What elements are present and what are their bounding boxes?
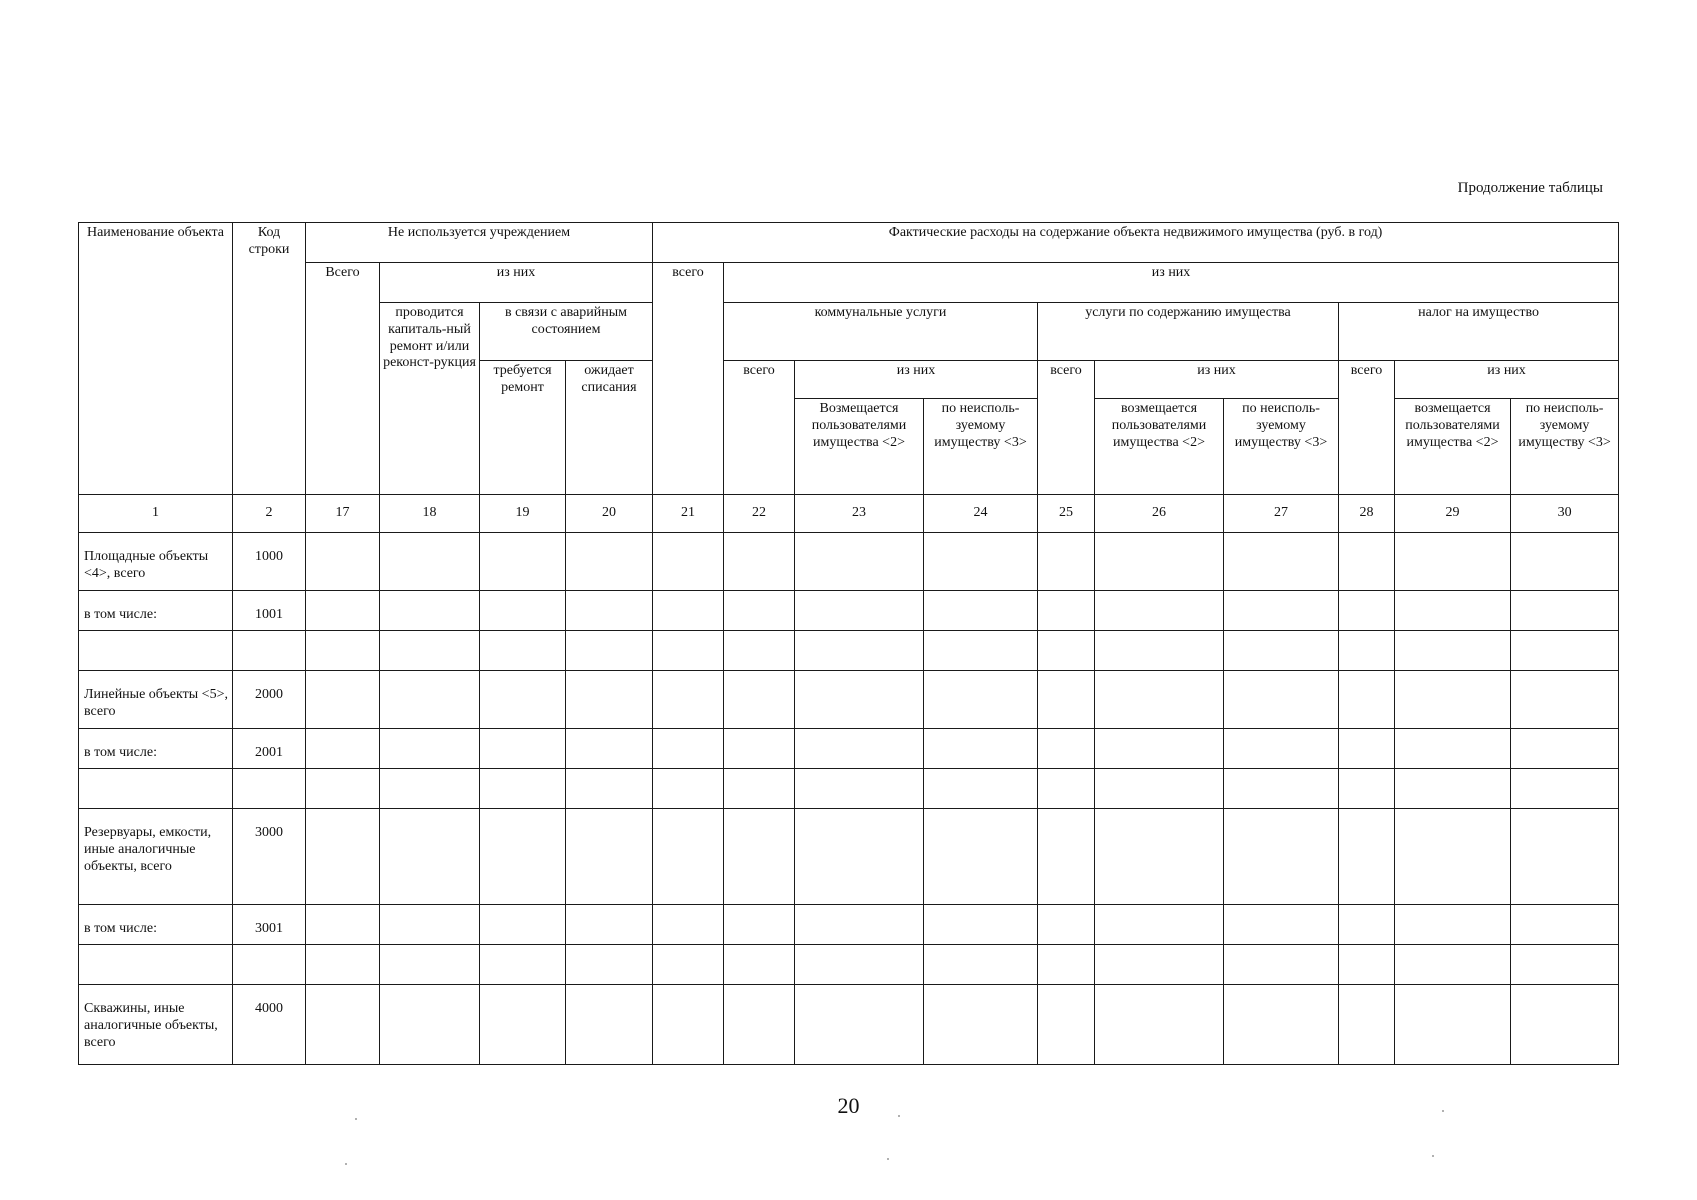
row-code: 4000 (233, 985, 306, 1065)
header-not-used-of-which: из них (380, 263, 653, 303)
header-tax-of-which: из них (1395, 361, 1619, 399)
header-not-used: Не используется учреждением (306, 223, 653, 263)
table-row (79, 905, 1619, 945)
row-name (79, 631, 233, 671)
table-row (79, 671, 1619, 729)
row-name: Скважины, иные аналогичные объекты, всего (79, 985, 233, 1065)
row-name: Площадные объекты <4>, всего (79, 533, 233, 591)
row-name: в том числе: (79, 591, 233, 631)
column-number: 25 (1038, 495, 1095, 533)
scan-speck (1432, 1155, 1434, 1157)
row-code: 3000 (233, 809, 306, 905)
table-row (79, 809, 1619, 905)
table-row (79, 533, 1619, 591)
column-number: 28 (1339, 495, 1395, 533)
row-code: 2000 (233, 671, 306, 729)
table-row (79, 769, 1619, 809)
scan-speck (355, 1118, 357, 1120)
column-number: 18 (380, 495, 480, 533)
row-code: 3001 (233, 905, 306, 945)
column-number: 29 (1395, 495, 1511, 533)
table-row (79, 729, 1619, 769)
header-utilities-total: всего (724, 361, 795, 495)
header-utilities-of-which: из них (795, 361, 1038, 399)
column-number: 26 (1095, 495, 1224, 533)
header-not-used-total: Всего (306, 263, 380, 495)
scan-speck (898, 1115, 900, 1117)
header-actual-costs: Фактические расходы на содержание объекта недвижимого имущества (руб. в год) (653, 223, 1619, 263)
header-tax-unused: по неисполь-зуемому имуществу <3> (1511, 399, 1619, 495)
table-row (79, 591, 1619, 631)
header-tax-total: всего (1339, 361, 1395, 495)
scan-speck (887, 1158, 889, 1160)
table-row (79, 945, 1619, 985)
row-name: Линейные объекты <5>, всего (79, 671, 233, 729)
column-number: 20 (566, 495, 653, 533)
column-number: 2 (233, 495, 306, 533)
row-code: 2001 (233, 729, 306, 769)
header-tax-reimbursed: возмещается пользователями имущества <2> (1395, 399, 1511, 495)
column-number: 23 (795, 495, 924, 533)
header-costs-of-which: из них (724, 263, 1619, 303)
column-number: 30 (1511, 495, 1619, 533)
header-maintenance-total: всего (1038, 361, 1095, 495)
page-number: 20 (837, 1093, 860, 1118)
row-name: Резервуары, емкости, иные аналогичные объекты, всего (79, 809, 233, 905)
property-costs-table (78, 222, 1619, 1065)
row-name: в том числе: (79, 729, 233, 769)
row-code: 1001 (233, 591, 306, 631)
header-needs-repair: требуется ремонт (480, 361, 566, 495)
row-code (233, 769, 306, 809)
header-row-code: Код строки (233, 223, 306, 495)
column-number: 22 (724, 495, 795, 533)
header-costs-total: всего (653, 263, 724, 495)
column-number: 17 (306, 495, 380, 533)
row-name (79, 945, 233, 985)
header-maintenance-of-which: из них (1095, 361, 1339, 399)
header-utilities-reimbursed: Возмещается пользователями имущества <2> (795, 399, 924, 495)
scan-speck (345, 1163, 347, 1165)
row-code (233, 631, 306, 671)
row-code (233, 945, 306, 985)
column-number-row (79, 495, 1619, 533)
header-object-name: Наименование объекта (79, 223, 233, 495)
table-continuation-caption: Продолжение таблицы (1457, 180, 1603, 196)
row-name (79, 769, 233, 809)
header-utilities: коммунальные услуги (724, 303, 1038, 361)
header-capital-repair: проводится капиталь-ный ремонт и/или реконст-рукция (380, 303, 480, 495)
column-number: 27 (1224, 495, 1339, 533)
table-row (79, 985, 1619, 1065)
column-number: 24 (924, 495, 1038, 533)
scan-speck (1442, 1110, 1444, 1112)
row-code: 1000 (233, 533, 306, 591)
column-number: 1 (79, 495, 233, 533)
header-awaits-writeoff: ожидает списания (566, 361, 653, 495)
header-utilities-unused: по неисполь-зуемому имуществу <3> (924, 399, 1038, 495)
header-maintenance: услуги по содержанию имущества (1038, 303, 1339, 361)
table-row (79, 631, 1619, 671)
column-number: 19 (480, 495, 566, 533)
header-emergency: в связи с аварийным состоянием (480, 303, 653, 361)
header-maintenance-reimbursed: возмещается пользователями имущества <2> (1095, 399, 1224, 495)
header-property-tax: налог на имущество (1339, 303, 1619, 361)
column-number: 21 (653, 495, 724, 533)
header-maintenance-unused: по неисполь-зуемому имуществу <3> (1224, 399, 1339, 495)
row-name: в том числе: (79, 905, 233, 945)
